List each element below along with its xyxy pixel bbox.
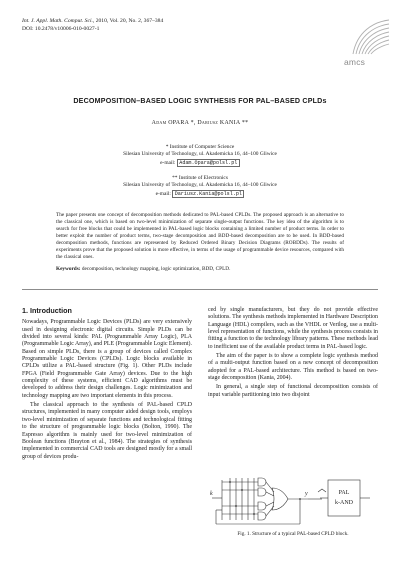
figure-block-label-2: k-AND [335, 500, 353, 506]
keywords [56, 266, 344, 273]
affiliation-2-email-link[interactable]: Dariusz.Kania@polsl.pl [172, 190, 244, 198]
intro-paragraph-2: The classical approach to the synthesis of PAL-based CPLD structures, implemented in many computer aided design tools, employs two-level minimization of separate functions and technological fitting to the structure of programmable logic blocks (Bolton, 1990). The Espresso algorithm is mainly used for two-level minimization of Boolean functions (Brayton et al., 1984). The strategies of synthesis implemented in commercial CAD tools are designed mostly for a small group of devices produ- [22, 402, 192, 460]
authors: Adam OPARA *, Dariusz KANIA ** [151, 120, 249, 126]
affiliation-1 [22, 144, 378, 167]
affiliation-1-email-prefix: e-mail: [160, 159, 177, 166]
figure-caption: Fig. 1. Structure of a typical PAL-based CPLD block. [237, 531, 349, 537]
affiliation-2-email-prefix: e-mail: [155, 190, 173, 197]
figure-label-y: y [305, 491, 308, 497]
journal-header [22, 18, 322, 33]
figure-label-k: k [210, 491, 213, 497]
affiliation-2-address: Silesian University of Technology, ul. Akademicka 16, 44–100 Gliwice [123, 182, 277, 189]
pal-block-diagram [208, 470, 378, 528]
figure-block-label-1: PAL [338, 490, 350, 496]
volume-info: 2010, Vol. 20, No. 2, 367–384 [94, 18, 164, 24]
intro-paragraph-3: ced by single manufacturers, but they do not provide effective solutions. The synthesis methods implemented in Hardware Description Language (HDL) compilers, such as the VHDL or Verilog, use a multi-level representation of functions, while the synthesis process consists in fitting a function to the technology library patterns. These methods lead to inefficient use of the available product terms in PAL-based logic. [208, 307, 378, 350]
section-heading: 1. Introduction [22, 306, 72, 315]
intro-paragraph-1: Nowadays, Programmable Logic Devices (PLDs) are very extensively used in designing electronic digital circuits. Simple PLDs can be divided into several kinds: PAL (Programmable Array Logic), PLA (Programmable Logic Array), and PLE (Programmable Logic Element). Based on simple PLDs, there is a group of devices called Complex Programmable Logic Devices (CPLDs). Logic blocks available in CPLDs utilize a PAL-based structure (Fig. 1). Other PLDs include FPGA (Field Programmable Gate Array) devices. Due to the high complexity of these systems, efficient CAD algorithms must be developed to address their design challenges. Logic minimization and technology mapping are two important elements in this process. [22, 319, 192, 399]
affiliation-1-institute: * Institute of Computer Science [165, 144, 235, 150]
right-column [208, 307, 378, 399]
doi: DOI: 10.2478/v10006-010-0027-1 [22, 25, 100, 32]
abstract: The paper presents one concept of decomposition methods dedicated to PAL-based CPLDs. The proposed approach is an alternative to the classical one, which is based on two-level minimization of separate single-output functions. The key idea of the algorithm is to search for free blocks that could be implemented in PAL-based logic blocks containing a limited number of product terms. In order to better exploit the number of product terms, two-stage decomposition and BDD-based decomposition are to be used. In BDD-based decomposition methods, functions are represented by Reduced Ordered Binary Decision Diagrams (ROBDDs). The results of experiments prove that the proposed solution is more effective, in terms of the usage of programmable device resources, compared with the classical ones. [56, 212, 344, 261]
left-column [22, 307, 192, 461]
logo-text: amcs [344, 57, 366, 67]
affiliation-2 [22, 175, 378, 198]
affiliation-1-email-link[interactable]: Adam.Opara@polsl.pl [177, 159, 240, 167]
journal-name: Int. J. Appl. Math. Comput. Sci., [22, 18, 95, 24]
affiliation-2-institute: ** Institute of Electronics [172, 175, 228, 181]
intro-paragraph-4: The aim of the paper is to show a complete logic synthesis method of a multi-output function based on a new concept of decomposition adopted for a PAL-based architecture. This method is based on two-stage decomposition (Kania, 2004). [208, 353, 378, 382]
divider [22, 289, 378, 290]
intro-paragraph-5: In general, a single step of functional decomposition consists of input variable partitioning into two disjoint [208, 384, 378, 398]
paper-title: DECOMPOSITION–BASED LOGIC SYNTHESIS FOR PAL–BASED CPLDs [73, 97, 327, 105]
keywords-label: Keywords: [56, 266, 81, 272]
keywords-text: decomposition, technology mapping, logic optimization, BDD, CPLD. [80, 266, 231, 272]
affiliation-1-address: Silesian University of Technology, ul. Akademicka 16, 44–100 Gliwice [123, 151, 277, 158]
